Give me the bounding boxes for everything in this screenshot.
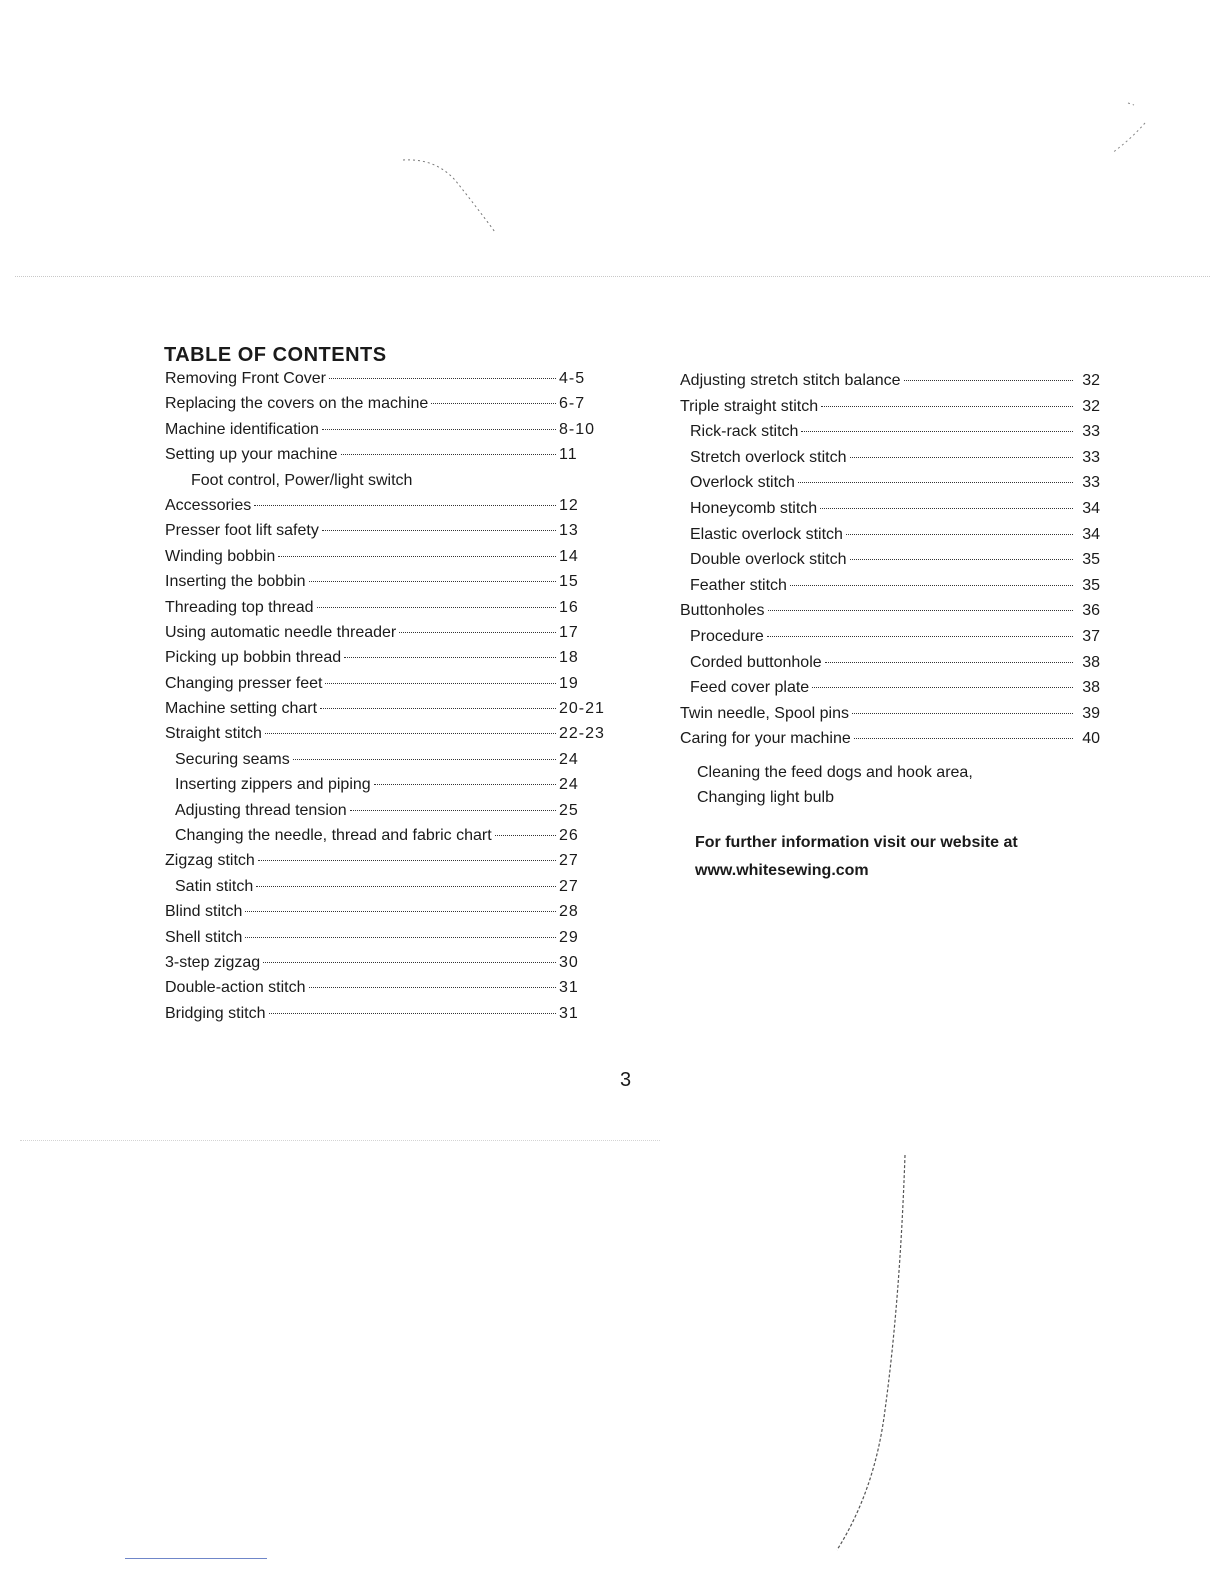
dot-leader (767, 636, 1073, 637)
scan-line (15, 276, 1210, 277)
toc-entry-title: Adjusting thread tension (175, 801, 347, 819)
toc-entry-title: Changing the needle, thread and fabric chart (175, 827, 492, 845)
dot-leader (263, 962, 556, 963)
toc-entry-title: Threading top thread (165, 598, 314, 616)
toc-entry (165, 649, 615, 674)
dot-leader (317, 607, 556, 608)
toc-entry-page: 33 (1082, 474, 1100, 492)
page-number: 3 (620, 1069, 632, 1091)
toc-entry-page: 33 (1082, 423, 1100, 441)
dot-leader (850, 559, 1073, 560)
dot-leader (320, 708, 556, 709)
toc-subentry (165, 827, 615, 852)
toc-right-column (680, 372, 1100, 756)
toc-entry (165, 903, 615, 928)
dot-leader (245, 911, 556, 912)
toc-entry-page: 29 (559, 928, 579, 946)
dot-leader (344, 657, 556, 658)
toc-entry-title: Straight stitch (165, 725, 262, 743)
toc-subentry (165, 878, 615, 903)
toc-entry-title: Inserting zippers and piping (175, 776, 371, 794)
dot-leader (254, 505, 556, 506)
toc-entry-page: 31 (559, 979, 579, 997)
toc-entry (165, 370, 615, 395)
toc-entry-title: Corded buttonhole (690, 653, 822, 671)
scan-artifact-top (395, 150, 505, 240)
toc-subentry (680, 577, 1100, 603)
dot-leader (798, 482, 1073, 483)
toc-entry (680, 398, 1100, 424)
dot-leader (322, 429, 556, 430)
toc-subentry (680, 423, 1100, 449)
toc-entry-title: Elastic overlock stitch (690, 525, 843, 543)
toc-subentry (165, 802, 615, 827)
dot-leader (278, 556, 556, 557)
toc-entry (680, 705, 1100, 731)
toc-entry-page: 27 (559, 877, 579, 895)
toc-entry-page: 37 (1082, 627, 1100, 645)
dot-leader (374, 784, 556, 785)
toc-entry (165, 1005, 615, 1030)
toc-entry-title: Securing seams (175, 750, 290, 768)
toc-entry-title: Double overlock stitch (690, 551, 847, 569)
toc-entry-page: 14 (559, 547, 579, 565)
toc-entry-page: 20-21 (559, 700, 605, 718)
dot-leader (350, 810, 556, 811)
scan-line-lower (20, 1140, 660, 1141)
dot-leader (904, 380, 1073, 381)
toc-subentry (680, 654, 1100, 680)
toc-entry-title: Presser foot lift safety (165, 522, 319, 540)
dot-leader (258, 860, 556, 861)
toc-entry (165, 725, 615, 750)
dot-leader (325, 683, 556, 684)
toc-entry-page: 19 (559, 674, 579, 692)
dot-leader (293, 759, 556, 760)
toc-note: Cleaning the feed dogs and hook area, (697, 764, 973, 781)
toc-entry (165, 954, 615, 979)
toc-entry-title: Feed cover plate (690, 679, 810, 697)
toc-entry-title: Inserting the bobbin (165, 573, 306, 591)
dot-leader (852, 713, 1073, 714)
toc-entry-title: Removing Front Cover (165, 370, 326, 387)
toc-entry (680, 730, 1100, 756)
toc-entry (165, 675, 615, 700)
dot-leader (329, 378, 556, 379)
toc-entry-page: 12 (559, 496, 579, 514)
toc-entry-page: 11 (559, 446, 578, 464)
toc-subentry (680, 679, 1100, 705)
dot-leader (265, 733, 556, 734)
toc-entry-page: 34 (1082, 525, 1100, 543)
dot-leader (790, 585, 1073, 586)
dot-leader (309, 987, 556, 988)
dot-leader (854, 738, 1073, 739)
toc-entry-page: 22-23 (559, 725, 605, 743)
toc-entry-title: Feather stitch (690, 576, 787, 594)
dot-leader (269, 1013, 557, 1014)
toc-entry (165, 929, 615, 954)
dot-leader (341, 454, 556, 455)
toc-entry-title: Stretch overlock stitch (690, 448, 847, 466)
toc-entry (165, 421, 615, 446)
toc-entry-page: 40 (1082, 730, 1100, 748)
toc-entry-page: 28 (559, 903, 579, 921)
toc-entry (165, 852, 615, 877)
toc-entry-title: Using automatic needle threader (165, 623, 397, 641)
bottom-rule (125, 1558, 267, 1559)
toc-entry-title: Zigzag stitch (165, 852, 255, 870)
toc-entry-title: Setting up your machine (165, 446, 338, 464)
toc-entry-page: 32 (1082, 372, 1100, 389)
toc-entry-title: Picking up bobbin thread (165, 649, 342, 667)
toc-subentry (680, 551, 1100, 577)
toc-entry (165, 573, 615, 598)
dot-leader (768, 610, 1073, 611)
toc-entry (165, 446, 615, 471)
toc-subentry (680, 449, 1100, 475)
toc-entry-title: Changing presser feet (165, 674, 323, 692)
toc-entry (680, 372, 1100, 398)
toc-entry-page: 39 (1082, 704, 1100, 722)
toc-entry-title: Procedure (690, 627, 764, 645)
dot-leader (812, 687, 1073, 688)
toc-entry-title: Rick-rack stitch (690, 423, 799, 441)
toc-entry-page: 38 (1082, 679, 1100, 697)
dot-leader (821, 406, 1073, 407)
dot-leader (495, 835, 556, 836)
toc-entry-page: 36 (1082, 602, 1100, 620)
toc-entry-page: 18 (559, 649, 579, 667)
dot-leader (399, 632, 556, 633)
toc-entry-page: 17 (559, 623, 579, 641)
toc-entry (165, 979, 615, 1004)
toc-entry-page: 8-10 (559, 420, 596, 438)
toc-entry-page: 33 (1082, 448, 1100, 466)
dot-leader (431, 403, 556, 404)
toc-entry-page: 26 (559, 827, 579, 845)
toc-entry-page: 35 (1082, 576, 1100, 594)
website-url: www.whitesewing.com (695, 862, 869, 879)
dot-leader (846, 534, 1073, 535)
toc-entry-page: 27 (559, 852, 579, 870)
toc-entry-page: 15 (559, 573, 579, 591)
toc-entry (165, 624, 615, 649)
website-info-text: For further information visit our website at (695, 834, 1018, 851)
dot-leader (820, 508, 1073, 509)
toc-entry-page: 24 (559, 750, 579, 768)
toc-entry-title: Buttonholes (680, 602, 765, 620)
toc-entry-page: 25 (559, 801, 579, 819)
toc-left-column (165, 370, 615, 1030)
toc-entry (165, 599, 615, 624)
toc-entry (165, 522, 615, 547)
toc-subentry (165, 776, 615, 801)
toc-entry-page: 16 (559, 598, 579, 616)
toc-entry (165, 700, 615, 725)
toc-subentry (680, 526, 1100, 552)
dot-leader (850, 457, 1074, 458)
toc-entry-title: Shell stitch (165, 928, 243, 946)
scan-artifact-right (1100, 95, 1160, 165)
toc-entry (165, 497, 615, 522)
toc-entry-page: 30 (559, 953, 579, 971)
toc-entry-title: Machine setting chart (165, 700, 318, 718)
toc-entry-page: 32 (1082, 397, 1100, 415)
toc-subentry (680, 500, 1100, 526)
dot-leader (322, 530, 556, 531)
toc-entry-title: Bridging stitch (165, 1004, 266, 1022)
dot-leader (801, 431, 1073, 432)
scan-artifact-streak (825, 1150, 915, 1560)
toc-note: Changing light bulb (697, 789, 834, 806)
toc-entry-page: 38 (1082, 653, 1100, 671)
toc-entry-title: Triple straight stitch (680, 397, 819, 415)
dot-leader (256, 886, 556, 887)
toc-entry-title: Caring for your machine (680, 730, 851, 748)
toc-subentry (680, 474, 1100, 500)
toc-entry (680, 602, 1100, 628)
toc-entry-title: Satin stitch (175, 877, 254, 895)
toc-entry (165, 548, 615, 573)
toc-entry-title: Blind stitch (165, 903, 243, 921)
toc-entry-title: Machine identification (165, 420, 319, 438)
toc-entry-title: 3-step zigzag (165, 953, 261, 971)
toc-entry-title: Overlock stitch (690, 474, 795, 492)
toc-entry-title: Accessories (165, 496, 252, 514)
dot-leader (245, 937, 556, 938)
dot-leader (825, 662, 1073, 663)
toc-entry-page: 13 (559, 522, 579, 540)
dot-leader (309, 581, 556, 582)
toc-entry-page: 35 (1082, 551, 1100, 569)
toc-entry-title: Honeycomb stitch (690, 499, 818, 517)
toc-entry-title: Winding bobbin (165, 547, 276, 565)
toc-entry-page: 24 (559, 776, 579, 794)
toc-entry-page: 34 (1082, 499, 1100, 517)
toc-entry-page: 6-7 (559, 395, 586, 413)
toc-entry-page: 31 (559, 1004, 579, 1022)
toc-entry-title: Double-action stitch (165, 979, 306, 997)
toc-note: Foot control, Power/light switch (191, 471, 413, 489)
toc-entry-title: Replacing the covers on the machine (165, 395, 429, 413)
toc-entry (165, 395, 615, 420)
toc-entry-title: Twin needle, Spool pins (680, 704, 849, 722)
toc-subentry (165, 751, 615, 776)
toc-entry-page: 4-5 (559, 370, 586, 387)
toc-subentry (680, 628, 1100, 654)
toc-entry-title: Adjusting stretch stitch balance (680, 372, 901, 389)
toc-title: TABLE OF CONTENTS (164, 344, 387, 366)
